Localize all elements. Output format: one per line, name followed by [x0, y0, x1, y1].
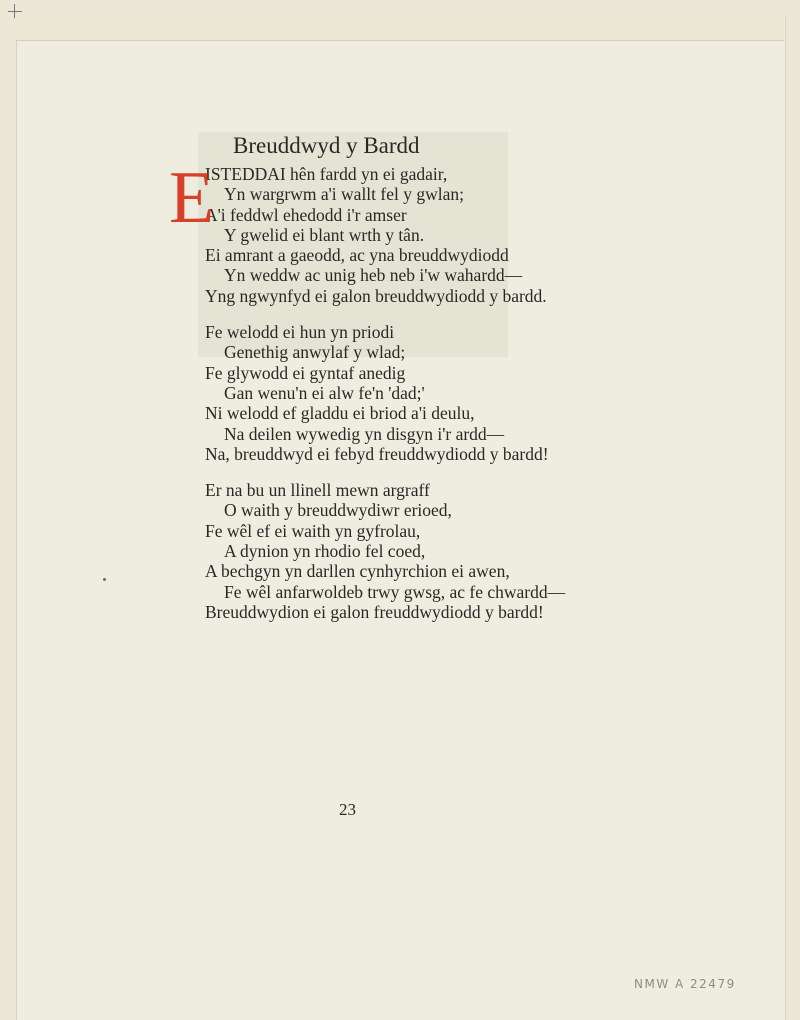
poem-line: Fe glywodd ei gyntaf anedig — [205, 362, 406, 383]
page-number: 23 — [339, 800, 356, 819]
stanza-3 — [205, 480, 765, 622]
poem-line: Y gwelid ei blant wrth y tân. — [224, 224, 425, 245]
poem-line: A dynion yn rhodio fel coed, — [224, 541, 426, 562]
poem-line: Na deilen wywedig yn disgyn i'r ardd— — [224, 423, 505, 444]
poem-line: Na, breuddwyd ei febyd freuddwydiodd y bardd! — [205, 443, 549, 464]
poem-line: A bechgyn yn darllen cynhyrchion ei awen, — [205, 561, 510, 582]
poem-line: Ei amrant a gaeodd, ac yna breuddwydiodd — [205, 245, 509, 266]
poem-line: Yn wargrwm a'i wallt fel y gwlan; — [224, 184, 464, 205]
sheet-top-edge — [16, 16, 784, 41]
poem-line: Fe wêl anfarwoldeb trwy gwsg, ac fe chwardd— — [224, 581, 566, 602]
poem-line: Er na bu un llinell mewn argraff — [205, 480, 430, 501]
catalog-number: NMW A 22479 — [634, 977, 736, 991]
poem-line: Yn weddw ac unig heb neb i'w wahardd— — [224, 265, 523, 286]
poem-title: Breuddwyd y Bardd — [233, 133, 420, 158]
poem-line: Fe wêl ef ei waith yn gyfrolau, — [205, 520, 421, 541]
poem-line: Fe welodd ei hun yn priodi — [205, 322, 395, 343]
stanza-2 — [205, 322, 765, 464]
stanza-1 — [169, 157, 765, 306]
poem-line: ISTEDDAI hên fardd yn ei gadair, — [205, 164, 448, 184]
poem-line: Yng ngwynfyd ei galon breuddwydiodd y bardd. — [205, 285, 547, 306]
poem-line: Ni welodd ef gladdu ei briod a'i deulu, — [205, 403, 475, 424]
poem — [169, 128, 765, 638]
poem-line: Breuddwydion ei galon freuddwydiodd y bardd! — [205, 601, 544, 622]
drop-cap: E — [169, 157, 215, 239]
poem-line: A'i feddwl ehedodd i'r amser — [205, 204, 407, 225]
poem-line: Gan wenu'n ei alw fe'n 'dad;' — [224, 382, 425, 403]
poem-line: O waith y breuddwydiwr erioed, — [224, 500, 452, 521]
paper-speck — [103, 578, 106, 581]
poem-line: Genethig anwylaf y wlad; — [224, 342, 406, 363]
